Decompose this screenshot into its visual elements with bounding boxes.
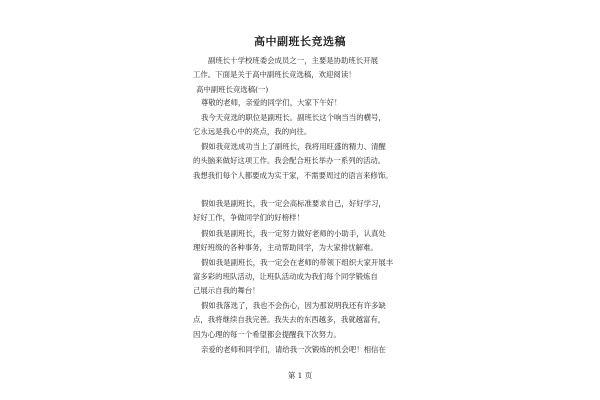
document-title: 高中副班长竞选稿 — [254, 35, 346, 48]
paragraph-4-line-2: 好好工作，争做同学们的好榜样！ — [193, 213, 304, 222]
paragraph-2-line-2: 它永远是我心中的亮点，我的向往。 — [193, 127, 312, 136]
section-heading: 高中副班长竞选稿(一) — [196, 85, 269, 94]
intro-line-1: 副班长十学校班委会成员之一，主要是协助班长开展 — [208, 56, 378, 65]
paragraph-7-line-3: 因为心理的每一个希望都会提醒我下次努力。 — [193, 330, 341, 339]
paragraph-7-line-1: 假如我落选了，我也不会伤心，因为那说明我还有许多缺 — [201, 301, 386, 310]
paragraph-4-line-1: 假如我是副班长，我一定会高标准要求自己，好好学习， — [201, 199, 386, 208]
paragraph-3-line-2: 的头脑来做好这项工作。我会配合班长举办一系列的活动。 — [193, 156, 386, 165]
paragraph-8-line-1: 亲爱的老师和同学们，请给我一次锻炼的机会吧！相信在 — [201, 345, 386, 354]
paragraph-6-line-1: 假如我是副班长，我一定会在老师的带领下组织大家开展丰 — [201, 258, 394, 267]
paragraph-3-line-1: 假如我竞选成功当上了副班长，我将用旺盛的精力、清醒 — [201, 142, 386, 151]
paragraph-6-line-2: 富多彩的班队活动，让班队活动成为我们每个同学锻炼自 — [193, 272, 378, 281]
paragraph-3-line-3: 我想我们每个人都要成为实干家，不需要周过的语言来修饰。 — [193, 171, 393, 180]
paragraph-2-line-1: 我今天竞选的职位是副班长。副班长这个响当当的横号， — [201, 113, 386, 122]
paragraph-7-line-2: 点，我将继续自我完善。我失去的东西越多，我就越富有， — [193, 315, 386, 324]
intro-line-2: 工作。下面是关于高中副班长竞选稿，欢迎阅读！ — [193, 70, 356, 79]
paragraph-1-line-1: 尊敬的老师，亲爱的同学们，大家下午好！ — [201, 98, 342, 107]
paragraph-6-line-3: 己展示自我的舞台！ — [193, 286, 260, 295]
paragraph-5-line-2: 理好班级的各种事务，主动帮助同学，为大家排忧解难。 — [193, 243, 378, 252]
page-number: 第 1 页 — [287, 371, 313, 380]
paragraph-5-line-1: 假如我是副班长，我一定努力做好老师的小助手，认真处 — [201, 229, 386, 238]
